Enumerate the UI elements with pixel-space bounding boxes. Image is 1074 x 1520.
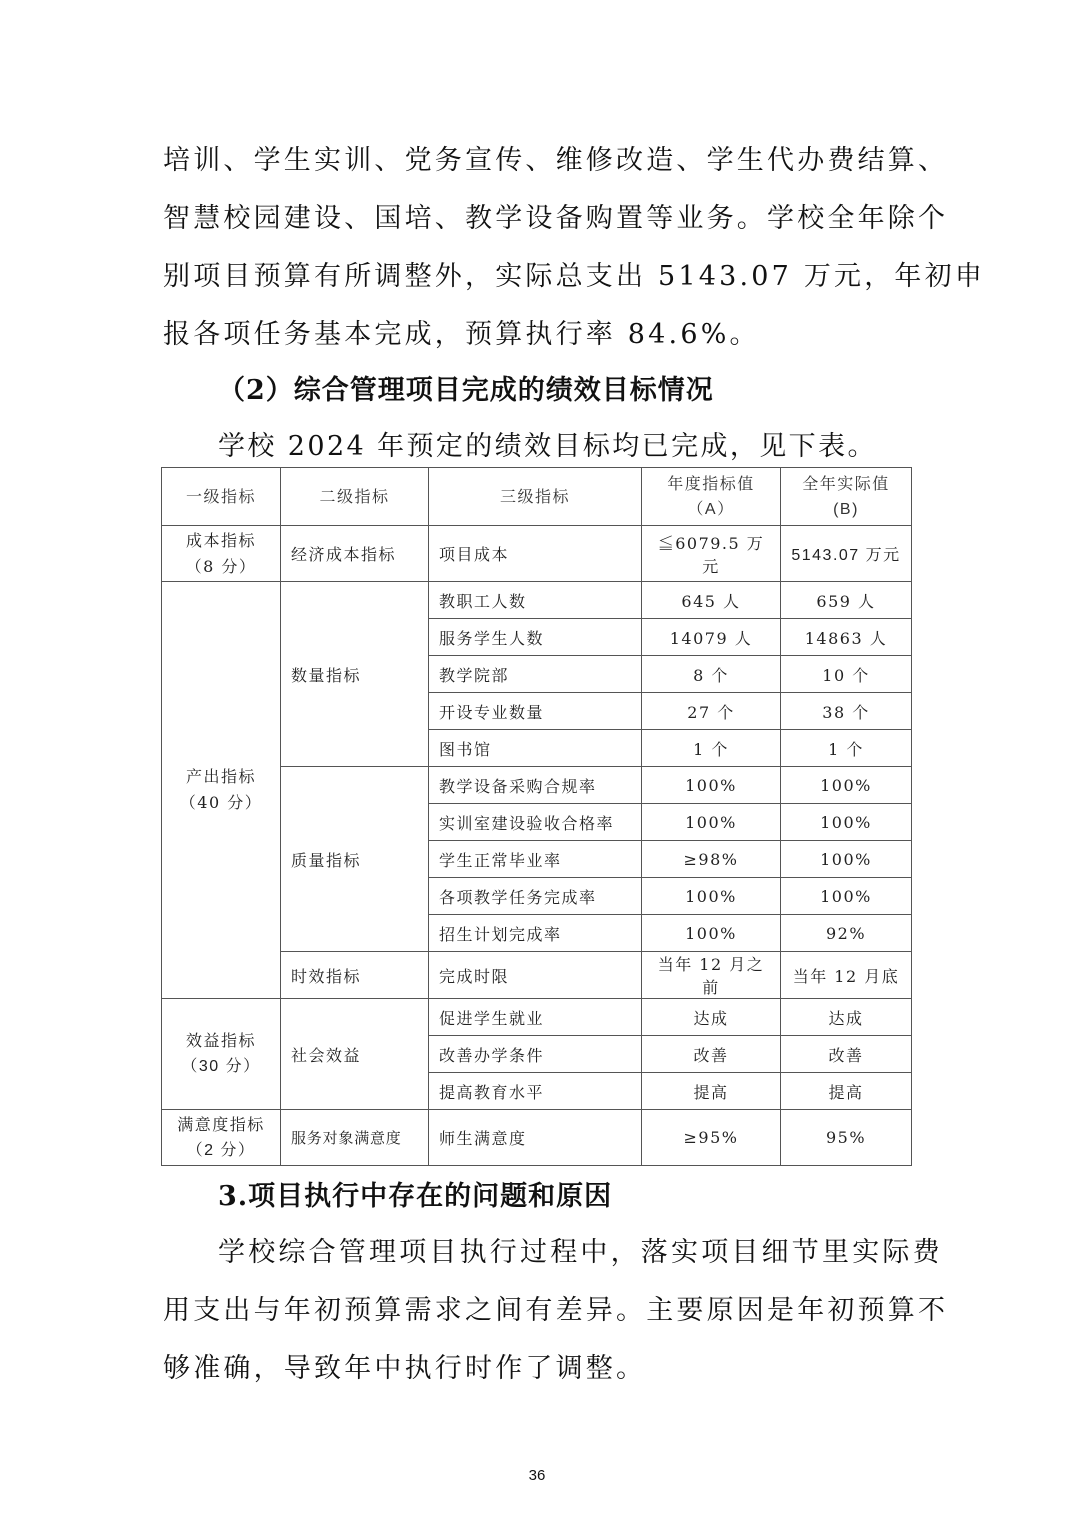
indicator-cell: 教职工人数	[429, 582, 642, 619]
group-benefit	[162, 999, 281, 1110]
indicator-cell: 开设专业数量	[429, 693, 642, 730]
actual-cell: 92%	[781, 915, 912, 952]
header-level2: 二级指标	[281, 468, 429, 526]
actual-cell: 100%	[781, 804, 912, 841]
indicator-cell: 各项教学任务完成率	[429, 878, 642, 915]
actual-cell: 100%	[781, 841, 912, 878]
page-number: 36	[528, 1467, 546, 1484]
actual-cell: 当年 12 月底	[781, 952, 912, 999]
actual-cell: 改善	[781, 1036, 912, 1073]
intro-line: 培训、学生实训、党务宣传、维修改造、学生代办费结算、	[163, 145, 949, 176]
indicator-cell: 学生正常毕业率	[429, 841, 642, 878]
header-target	[642, 468, 781, 526]
header-target-line2: （A）	[687, 500, 735, 518]
indicator-cell: 实训室建设验收合格率	[429, 804, 642, 841]
intro-line: 别项目预算有所调整外，实际总支出 5143.07 万元，年初申	[163, 261, 986, 292]
indicator-cell: 完成时限	[429, 952, 642, 999]
intro-line: 智慧校园建设、国培、教学设备购置等业务。学校全年除个	[163, 203, 949, 234]
actual-cell: 1 个	[781, 730, 912, 767]
indicator-cell: 教学设备采购合规率	[429, 767, 642, 804]
group-name: 成本指标	[185, 530, 256, 550]
target-cell: 提高	[642, 1073, 781, 1110]
group-name: 产出指标	[185, 767, 256, 786]
indicator-cell: 提高教育水平	[429, 1073, 642, 1110]
target-cell: 8 个	[642, 656, 781, 693]
section3-line: 够准确，导致年中执行时作了调整。	[163, 1353, 647, 1384]
actual-cell: 达成	[781, 999, 912, 1036]
target-cell: 100%	[642, 915, 781, 952]
group-satisfaction	[162, 1110, 281, 1166]
actual-cell: 659 人	[781, 582, 912, 619]
indicator-cell: 改善办学条件	[429, 1036, 642, 1073]
actual-cell: 5143.07 万元	[781, 526, 912, 582]
subgroup-economic-cost: 经济成本指标	[281, 526, 429, 582]
section3-line: 学校综合管理项目执行过程中，落实项目细节里实际费	[218, 1237, 943, 1268]
indicator-cell: 服务学生人数	[429, 619, 642, 656]
target-cell: 1 个	[642, 730, 781, 767]
header-actual	[781, 468, 912, 526]
target-cell: 改善	[642, 1036, 781, 1073]
actual-cell: 100%	[781, 767, 912, 804]
subgroup-social-benefit: 社会效益	[281, 999, 429, 1110]
target-cell: ≦6079.5 万元	[642, 526, 781, 582]
actual-cell: 14863 人	[781, 619, 912, 656]
indicator-cell: 招生计划完成率	[429, 915, 642, 952]
header-actual-line2: (B)	[833, 500, 859, 518]
target-cell: ≥95%	[642, 1110, 781, 1166]
actual-cell: 38 个	[781, 693, 912, 730]
target-cell: 100%	[642, 804, 781, 841]
indicator-cell: 师生满意度	[429, 1110, 642, 1166]
target-cell: 100%	[642, 878, 781, 915]
subgroup-quality: 质量指标	[281, 767, 429, 952]
table-header-row	[162, 468, 912, 526]
group-name: 效益指标	[185, 1031, 256, 1050]
table-row	[162, 999, 912, 1036]
indicator-cell: 图书馆	[429, 730, 642, 767]
group-score: （30 分）	[181, 1058, 261, 1075]
header-level1: 一级指标	[162, 468, 281, 526]
indicator-cell: 促进学生就业	[429, 999, 642, 1036]
group-output	[162, 582, 281, 999]
header-actual-line1: 全年实际值	[802, 473, 890, 493]
indicator-cell: 项目成本	[429, 526, 642, 582]
target-cell: 达成	[642, 999, 781, 1036]
performance-table	[161, 467, 912, 1166]
header-level3: 三级指标	[429, 468, 642, 526]
group-score: （8 分）	[185, 556, 257, 576]
indicator-cell: 教学院部	[429, 656, 642, 693]
group-score: （40 分）	[179, 793, 263, 812]
target-cell: 当年 12 月之前	[642, 952, 781, 999]
target-cell: 14079 人	[642, 619, 781, 656]
target-cell: ≥98%	[642, 841, 781, 878]
actual-cell: 95%	[781, 1110, 912, 1166]
target-cell: 645 人	[642, 582, 781, 619]
intro-line: 报各项任务基本完成，预算执行率 84.6%。	[163, 319, 760, 350]
section-heading: （2）综合管理项目完成的绩效目标情况	[218, 375, 714, 406]
actual-cell: 提高	[781, 1073, 912, 1110]
group-cost	[162, 526, 281, 582]
actual-cell: 100%	[781, 878, 912, 915]
table-row	[162, 526, 912, 582]
table-row	[162, 582, 912, 619]
header-target-line1: 年度指标值	[667, 473, 755, 493]
section3-heading: 3.项目执行中存在的问题和原因	[218, 1181, 613, 1212]
group-score: （2 分）	[186, 1141, 256, 1159]
table-intro: 学校 2024 年预定的绩效目标均已完成，见下表。	[218, 431, 877, 462]
subgroup-quantity: 数量指标	[281, 582, 429, 767]
subgroup-service-satisfaction: 服务对象满意度	[281, 1110, 429, 1166]
group-name: 满意度指标	[177, 1114, 265, 1134]
actual-cell: 10 个	[781, 656, 912, 693]
target-cell: 27 个	[642, 693, 781, 730]
target-cell: 100%	[642, 767, 781, 804]
section3-line: 用支出与年初预算需求之间有差异。主要原因是年初预算不	[163, 1295, 949, 1326]
subgroup-timeliness: 时效指标	[281, 952, 429, 999]
table-row	[162, 1110, 912, 1166]
